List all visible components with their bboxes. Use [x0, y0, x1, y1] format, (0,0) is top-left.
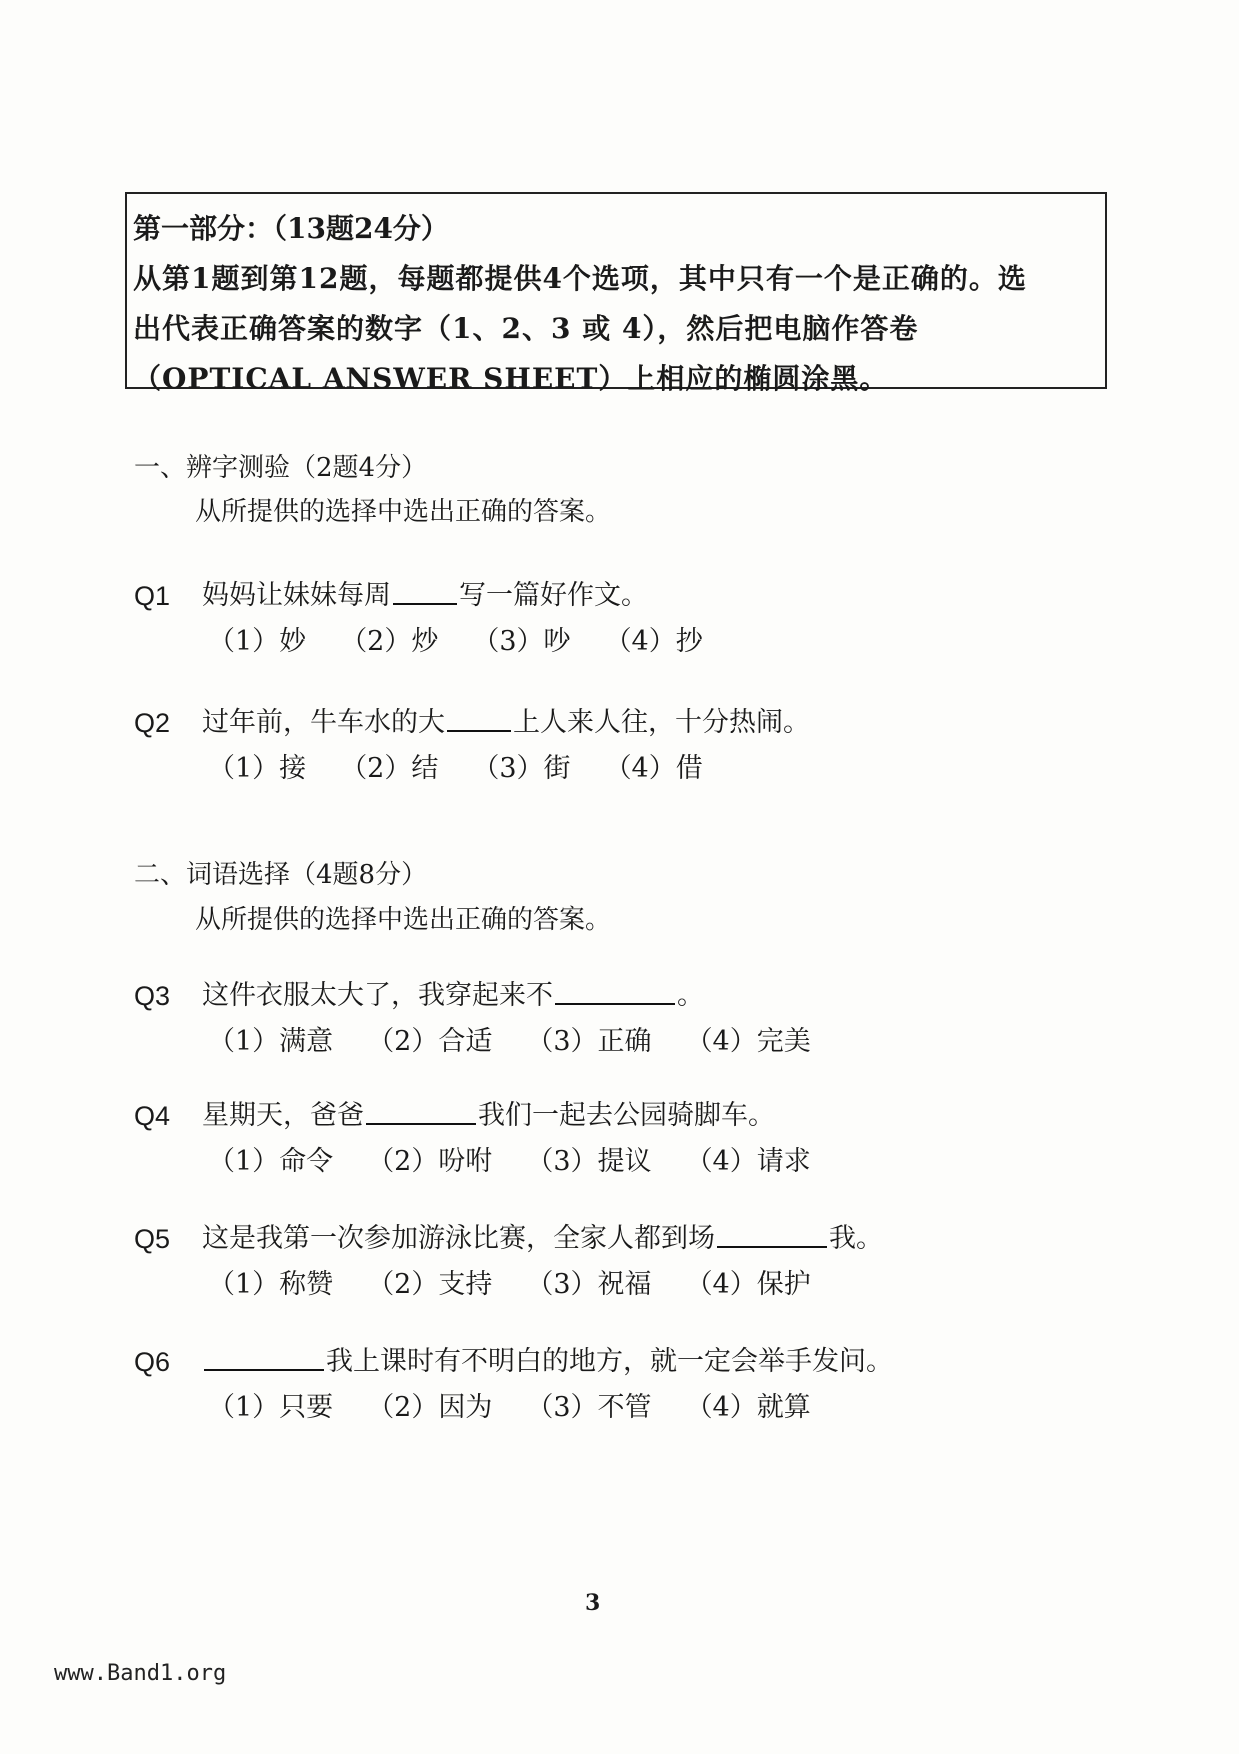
option-4: （4）抄 [604, 626, 703, 657]
option-1: （1）命令 [208, 1146, 334, 1177]
option-2: （2）合适 [367, 1026, 493, 1057]
section-title-1: 一、辨字测验（2题4分） [134, 453, 428, 483]
option-4: （4）借 [604, 753, 703, 784]
option-3: （3）正确 [526, 1026, 652, 1057]
question-text-after: 上人来人往，十分热闹。 [513, 707, 810, 738]
question-number: Q2 [134, 708, 171, 738]
question-number: Q1 [134, 581, 171, 611]
question-q2 [134, 700, 1134, 792]
question-q5 [134, 1216, 1134, 1308]
option-1: （1）满意 [208, 1026, 334, 1057]
question-text-before: 这件衣服太大了，我穿起来不 [202, 980, 553, 1011]
option-4: （4）请求 [685, 1146, 811, 1177]
option-4: （4）完美 [685, 1026, 811, 1057]
option-3: （3）祝福 [526, 1269, 652, 1300]
option-4: （4）就算 [685, 1392, 811, 1423]
option-4: （4）保护 [685, 1269, 811, 1300]
option-3: （3）街 [472, 753, 571, 784]
question-text-before: 妈妈让妹妹每周 [202, 580, 391, 611]
question-text-after: 我上课时有不明白的地方，就一定会举手发问。 [326, 1346, 893, 1377]
question-text-after: 写一篇好作文。 [459, 580, 648, 611]
answer-blank [717, 1216, 827, 1248]
answer-blank [393, 573, 457, 605]
part-title: 第一部分：（13题24分） [133, 212, 449, 245]
question-text-before: 星期天，爸爸 [202, 1100, 364, 1131]
question-number: Q3 [134, 981, 171, 1011]
answer-blank [366, 1093, 476, 1125]
option-1: （1）接 [208, 753, 307, 784]
option-2: （2）吩咐 [367, 1146, 493, 1177]
option-2: （2）结 [340, 753, 439, 784]
option-3: （3）提议 [526, 1146, 652, 1177]
option-1: （1）称赞 [208, 1269, 334, 1300]
question-text-after: 我。 [829, 1223, 883, 1254]
section-title-2: 二、词语选择（4题8分） [134, 860, 428, 890]
section-desc-1: 从所提供的选择中选出正确的答案。 [195, 497, 612, 527]
option-1: （1）妙 [208, 626, 307, 657]
question-number: Q5 [134, 1224, 171, 1254]
option-3: （3）吵 [472, 626, 571, 657]
section-desc-2: 从所提供的选择中选出正确的答案。 [195, 905, 612, 935]
question-q4 [134, 1093, 1134, 1185]
option-2: （2）炒 [340, 626, 439, 657]
question-q1 [134, 573, 1134, 665]
instruction-line-3: （OPTICAL ANSWER SHEET）上相应的椭圆涂黑。 [133, 362, 889, 395]
option-2: （2）支持 [367, 1269, 493, 1300]
answer-blank [555, 973, 675, 1005]
answer-blank [447, 700, 511, 732]
page-number: 3 [585, 1590, 601, 1616]
option-2: （2）因为 [367, 1392, 493, 1423]
watermark-text: www.Band1.org [54, 1661, 227, 1686]
question-text-after: 。 [677, 980, 704, 1011]
question-q6 [134, 1339, 1134, 1431]
instruction-line-2: 出代表正确答案的数字（1、2、3 或 4），然后把电脑作答卷 [133, 312, 919, 345]
question-text-after: 我们一起去公园骑脚车。 [478, 1100, 775, 1131]
question-text-before: 过年前，牛车水的大 [202, 707, 445, 738]
question-q3 [134, 973, 1134, 1065]
instruction-box [125, 192, 1107, 395]
option-1: （1）只要 [208, 1392, 334, 1423]
instruction-line-1: 从第1题到第12题，每题都提供4个选项，其中只有一个是正确的。选 [133, 262, 1027, 295]
question-text-before: 这是我第一次参加游泳比赛，全家人都到场 [202, 1223, 715, 1254]
question-number: Q6 [134, 1347, 171, 1377]
answer-blank [204, 1339, 324, 1371]
question-number: Q4 [134, 1101, 171, 1131]
option-3: （3）不管 [526, 1392, 652, 1423]
